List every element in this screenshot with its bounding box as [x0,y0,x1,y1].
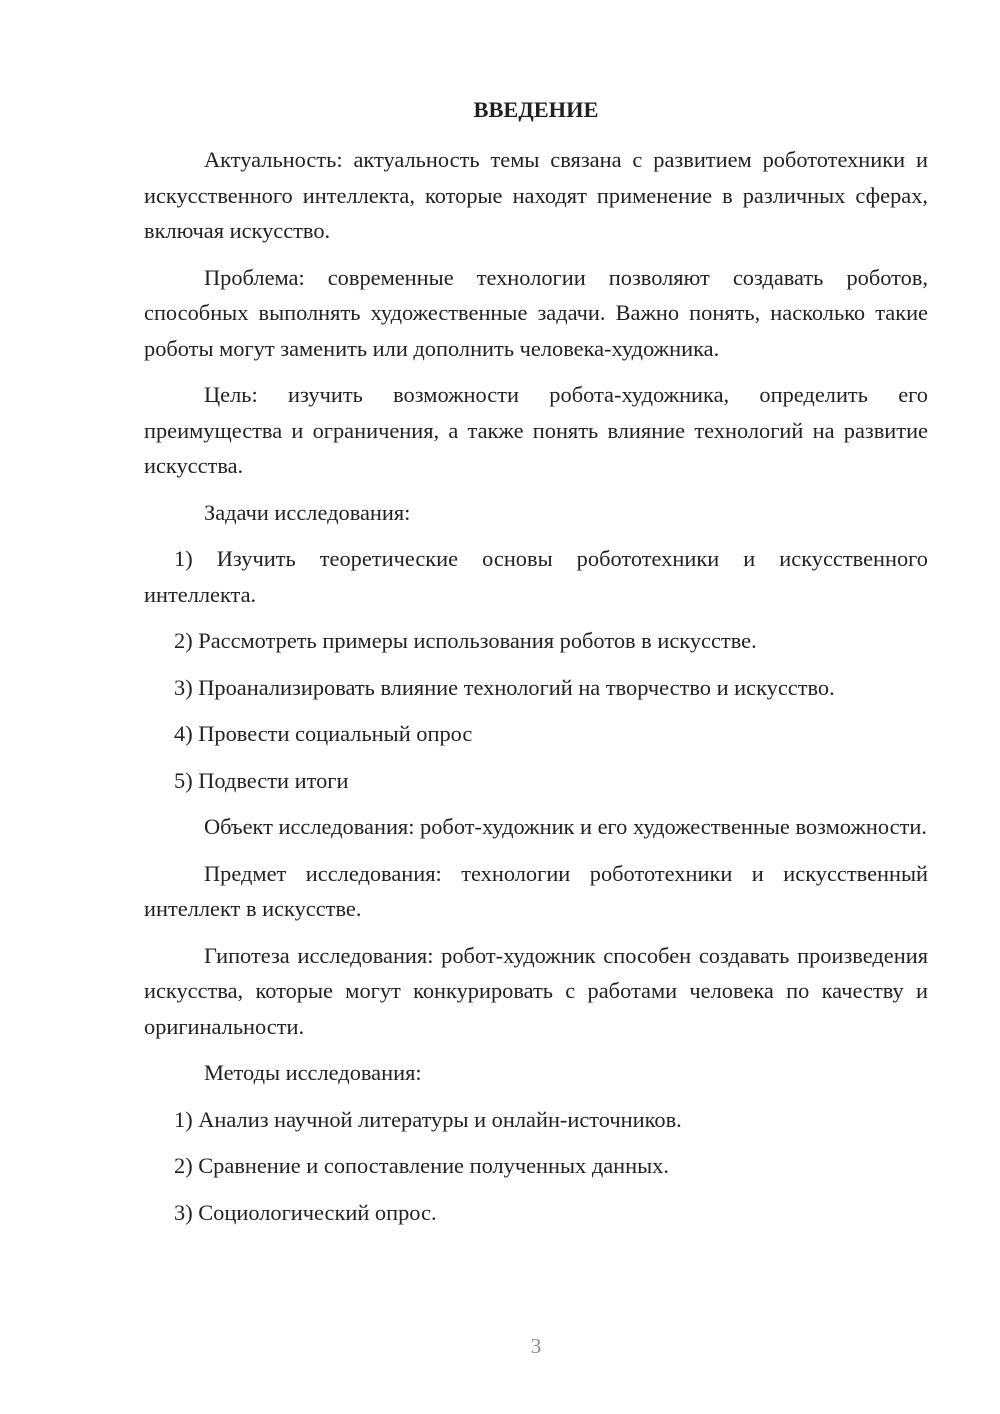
paragraph-problem: Проблема: современные технологии позволяют создавать роботов, способных выполнять художественные задачи. Важно понять, насколько такие роботы могут заменить или дополнить человека-художника. [144,264,928,361]
page-number: 3 [530,1334,542,1358]
paragraph-relevance: Актуальность: актуальность темы связана с развитием робототехники и искусственного интеллекта, которые находят применение в различных сферах, включая искусство. [144,147,928,243]
task-item: 1) Изучить теоретические основы робототехники и искусственного интеллекта. [144,546,928,607]
task-item: 5) Подвести итоги [174,767,349,793]
method-item: 2) Сравнение и сопоставление полученных данных. [174,1153,669,1178]
paragraph-subject: Предмет исследования: технологии робототехники и искусственный интеллект в искусстве. [144,860,928,921]
paragraph-hypothesis: Гипотеза исследования: робот-художник способен создавать произведения искусства, которые могут конкурировать с работами человека по качеству и оригинальности. [144,942,928,1039]
paragraph-object: Объект исследования: робот-художник и его художественные возможности. [204,814,927,839]
method-item: 1) Анализ научной литературы и онлайн-источников. [174,1106,682,1132]
task-item: 3) Проанализировать влияние технологий на творчество и искусство. [174,674,835,700]
document-body [144,142,928,1241]
document-title: ВВЕДЕНИЕ [473,97,599,122]
task-item: 4) Провести социальный опрос [174,721,473,746]
method-item: 3) Социологический опрос. [174,1199,437,1225]
paragraph-goal: Цель: изучить возможности робота-художника, определить его преимущества и ограничения, а также понять влияние технологий на развитие искусства. [144,382,928,478]
paragraph-tasks-heading: Задачи исследования: [204,499,411,525]
task-item: 2) Рассмотреть примеры использования роботов в искусстве. [174,628,757,653]
paragraph-methods-heading: Методы исследования: [204,1060,422,1085]
